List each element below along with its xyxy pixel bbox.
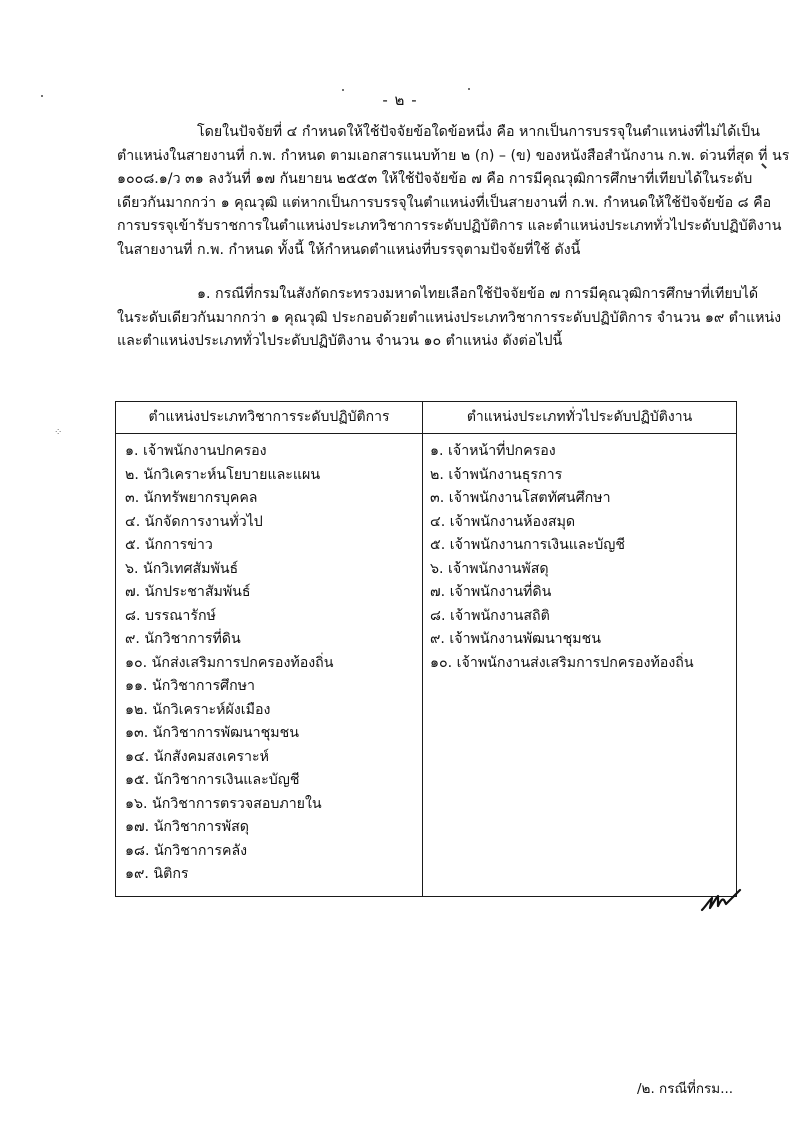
signature-initials-icon: [700, 880, 748, 920]
list-item: ๘. บรรณารักษ์: [125, 607, 216, 624]
paragraph-line: โดยในปัจจัยที่ ๔ กำหนดให้ใช้ปัจจัยข้อใดข้อหนึ่ง คือ หากเป็นการบรรจุในตำแหน่งที่ไม่ได้เป็น: [197, 124, 760, 140]
list-item: ๖. เจ้าพนักงานพัสดุ: [430, 560, 549, 577]
list-item: ๑. เจ้าหน้าที่ปกครอง: [430, 443, 556, 459]
scan-artifact-mark: ⁘: [54, 427, 61, 438]
stray-dot: [468, 88, 470, 90]
list-item: ๑๑. นักวิชาการศึกษา: [125, 678, 255, 694]
list-item: ๑๖. นักวิชาการตรวจสอบภายใน: [125, 795, 322, 812]
paragraph-line: ในสายงานที่ ก.พ. กำหนด ทั้งนี้ ให้กำหนดตำแหน่งที่บรรจุตามปัจจัยที่ใช้ ดังนี้: [117, 241, 581, 258]
paragraph-line: และตำแหน่งประเภททั่วไประดับปฏิบัติงาน จำนวน ๑๐ ตำแหน่ง ดังต่อไปนี้: [117, 333, 563, 350]
list-item: ๑๐. นักส่งเสริมการปกครองท้องถิ่น: [125, 654, 334, 671]
case-1-paragraph: [117, 283, 782, 354]
list-item: ๑๓. นักวิชาการพัฒนาชุมชน: [125, 725, 299, 741]
paragraph-line: การบรรจุเข้ารับราชการในตำแหน่งประเภทวิชาการระดับปฏิบัติการ และตำแหน่งประเภททั่วไประดับปฏิบัติงาน: [117, 218, 782, 235]
paragraph-line: ในระดับเดียวกันมากกว่า ๑ คุณวุฒิ ประกอบด้วยตำแหน่งประเภทวิชาการระดับปฏิบัติการ จำนวน ๑๙ ตำแหน่ง: [117, 309, 782, 326]
list-item: ๙. เจ้าพนักงานพัฒนาชุมชน: [430, 631, 601, 647]
list-item: ๒. เจ้าพนักงานธุรการ: [430, 466, 563, 483]
academic-positions-list: [125, 440, 420, 887]
list-item: ๕. เจ้าพนักงานการเงินและบัญชี: [430, 537, 625, 553]
list-item: ๒. นักวิเคราะห์นโยบายและแผน: [125, 466, 321, 483]
list-item: ๔. นักจัดการงานทั่วไป: [125, 513, 263, 530]
stray-dot: [41, 95, 43, 97]
header-divider: [116, 433, 736, 434]
header-general-positions: ตำแหน่งประเภททั่วไประดับปฏิบัติงาน: [466, 409, 693, 425]
column-divider: [422, 402, 423, 896]
list-item: ๑๙. นิติกร: [125, 866, 189, 882]
list-item: ๑๘. นักวิชาการคลัง: [125, 842, 248, 859]
list-item: ๑๒. นักวิเคราะห์ผังเมือง: [125, 701, 271, 718]
list-item: ๗. เจ้าพนักงานที่ดิน: [430, 584, 552, 600]
paragraph-line: เดียวกันมากกว่า ๑ คุณวุฒิ แต่หากเป็นการบรรจุในตำแหน่งที่เป็นสายงานที่ ก.พ. กำหนดให้ใช้ปัจจัยข้อ ๘ คือ: [117, 194, 772, 211]
margin-tick-mark: [761, 163, 767, 169]
list-item: ๑๐. เจ้าพนักงานส่งเสริมการปกครองท้องถิ่น: [430, 654, 694, 671]
stray-dot: [342, 89, 344, 91]
page-number: - ๒ -: [382, 91, 418, 109]
paragraph-line: ตำแหน่งในสายงานที่ ก.พ. กำหนด ตามเอกสารแนบท้าย ๒ (ก) – (ข) ของหนังสือสำนักงาน ก.พ. ด่วนที่สุด ที่ นร: [117, 147, 790, 164]
continuation-note: /๒. กรณีที่กรม...: [637, 1081, 734, 1097]
list-item: ๗. นักประชาสัมพันธ์: [125, 584, 251, 600]
general-positions-list: [430, 440, 730, 675]
list-item: ๖. นักวิเทศสัมพันธ์: [125, 560, 239, 577]
list-item: ๓. เจ้าพนักงานโสตทัศนศึกษา: [430, 490, 611, 506]
list-item: ๑๗. นักวิชาการพัสดุ: [125, 819, 249, 835]
paragraph-line: ๑๐๐๘.๑/ว ๓๑ ลงวันที่ ๑๗ กันยายน ๒๕๕๓ ให้ใช้ปัจจัยข้อ ๗ คือ การมีคุณวุฒิการศึกษาที่เทียบได้ในระดับ: [117, 171, 753, 188]
paragraph-line: ๑. กรณีที่กรมในสังกัดกระทรวงมหาดไทยเลือกใช้ปัจจัยข้อ ๗ การมีคุณวุฒิการศึกษาที่เทียบได้: [197, 286, 759, 302]
list-item: ๙. นักวิชาการที่ดิน: [125, 631, 241, 647]
list-item: ๓. นักทรัพยากรบุคคล: [125, 490, 258, 506]
positions-table: [115, 401, 737, 897]
list-item: ๕. นักการข่าว: [125, 537, 213, 553]
list-item: ๑๕. นักวิชาการเงินและบัญชี: [125, 772, 300, 788]
header-academic-positions: ตำแหน่งประเภทวิชาการระดับปฏิบัติการ: [148, 409, 390, 425]
list-item: ๑๔. นักสังคมสงเคราะห์: [125, 748, 269, 765]
list-item: ๑. เจ้าพนักงานปกครอง: [125, 443, 267, 459]
list-item: ๔. เจ้าพนักงานห้องสมุด: [430, 513, 576, 530]
intro-paragraph: [117, 121, 790, 263]
list-item: ๘. เจ้าพนักงานสถิติ: [430, 607, 550, 624]
